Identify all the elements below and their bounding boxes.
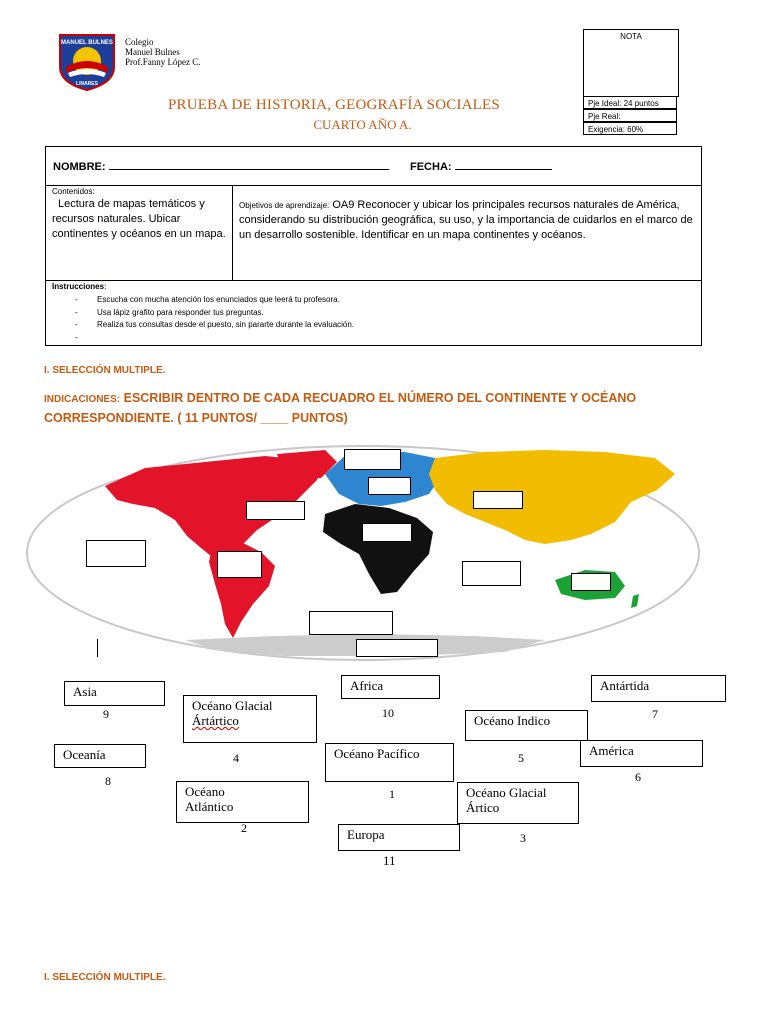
school-info <box>125 37 201 67</box>
option-number: 5 <box>518 751 524 765</box>
indications-text: ESCRIBIR DENTRO DE CADA RECUADRO EL NÚMERO DEL CONTINENTE Y OCÉANO CORRESPONDIENTE. ( 11 PUNTOS/ ____ PUNTOS) <box>44 391 637 425</box>
school-line: Manuel Bulnes <box>125 47 180 57</box>
option-america: América <box>580 740 703 767</box>
option-europa: Europa <box>338 824 460 851</box>
answer-box[interactable] <box>344 449 401 470</box>
page-title: PRUEBA DE HISTORIA, GEOGRAFÍA SOCIALES <box>168 97 500 113</box>
school-line: Colegio <box>125 37 154 47</box>
page-subtitle: CUARTO AÑO A. <box>313 117 412 132</box>
logo-text-top: MANUEL BULNES <box>61 40 113 46</box>
answer-box[interactable] <box>571 573 611 591</box>
list-item: - Usa lápiz grafito para responder tus preguntas. <box>75 307 354 320</box>
answer-box[interactable] <box>462 561 521 586</box>
objectives <box>239 198 699 243</box>
text-cursor <box>97 639 98 657</box>
option-number: 7 <box>652 707 658 721</box>
objectives-text: OA9 Reconocer y ubicar los principales recursos naturales de América, considerando su distribución geográfica, su uso, y la importancia de cuidarlos en el marco de un desarrollo sostenible. Identificar en un mapa continentes y océanos. <box>239 199 693 241</box>
option-number: 9 <box>103 707 109 721</box>
option-oceano-indico: Océano Indico <box>465 710 588 741</box>
section-heading-2: I. SELECCIÓN MULTIPLE. <box>44 972 166 983</box>
indications <box>44 389 684 428</box>
answer-box[interactable] <box>86 540 146 567</box>
answer-box[interactable] <box>362 523 412 542</box>
column-divider <box>232 185 233 281</box>
option-oceano-pacifico: Océano Pacífico <box>325 743 454 782</box>
option-number: 4 <box>233 751 239 765</box>
option-number: 8 <box>105 774 111 788</box>
contents-label: Contenidos: <box>52 187 95 196</box>
instructions-label: Instrucciones: <box>52 282 107 291</box>
list-item <box>75 332 354 345</box>
option-oceano-atlantico: Océano Atlántico <box>176 781 309 823</box>
option-number: 6 <box>635 770 641 784</box>
answer-box[interactable] <box>309 611 393 635</box>
list-item: - Escucha con mucha atención los enunciados que leerá tu profesora. <box>75 294 354 307</box>
name-field[interactable] <box>53 160 389 173</box>
date-blank[interactable] <box>455 160 552 170</box>
teacher-line: Prof.Fanny López C. <box>125 57 201 67</box>
option-number: 10 <box>382 706 394 720</box>
answer-box[interactable] <box>246 501 305 520</box>
school-logo <box>56 33 118 91</box>
option-oceano-glacial-artico: Océano Glacial Ártico <box>457 782 579 824</box>
objectives-label: Objetivos de aprendizaje: <box>239 201 330 210</box>
option-number: 2 <box>241 821 247 835</box>
list-item: - Realiza tus consultas desde el puesto, sin pararte durante la evaluación. <box>75 319 354 332</box>
option-number: 1 <box>389 787 395 801</box>
option-africa: Africa <box>341 675 440 699</box>
option-number: 11 <box>383 853 396 868</box>
score-real[interactable]: Pje Real: <box>583 109 677 122</box>
option-oceania: Oceanía <box>54 744 146 768</box>
indications-label: INDICACIONES: <box>44 394 121 405</box>
name-blank[interactable] <box>109 160 389 170</box>
requirement: Exigencia: 60% <box>583 122 677 135</box>
logo-text-bottom: LINARES <box>76 81 98 87</box>
name-label: NOMBRE: <box>53 161 106 173</box>
contents-text: Lectura de mapas temáticos y recursos naturales. Ubicar continentes y océanos en un mapa. <box>52 198 226 240</box>
grade-box[interactable] <box>583 29 679 97</box>
grade-label: NOTA <box>620 32 642 41</box>
option-number: 3 <box>520 831 526 845</box>
answer-box[interactable] <box>473 491 523 509</box>
section-heading: I. SELECCIÓN MULTIPLE. <box>44 365 166 376</box>
option-asia: Asia <box>64 681 165 706</box>
answer-box[interactable] <box>217 551 262 578</box>
answer-box[interactable] <box>368 477 411 495</box>
instructions-list <box>75 294 354 344</box>
date-field[interactable] <box>410 160 552 173</box>
option-oceano-glacial-artartico: Océano Glacial Ártártico <box>183 695 317 743</box>
score-ideal: Pje Ideal: 24 puntos <box>583 96 677 109</box>
answer-box[interactable] <box>356 639 438 657</box>
option-antartida: Antártida <box>591 675 726 702</box>
date-label: FECHA: <box>410 161 452 173</box>
